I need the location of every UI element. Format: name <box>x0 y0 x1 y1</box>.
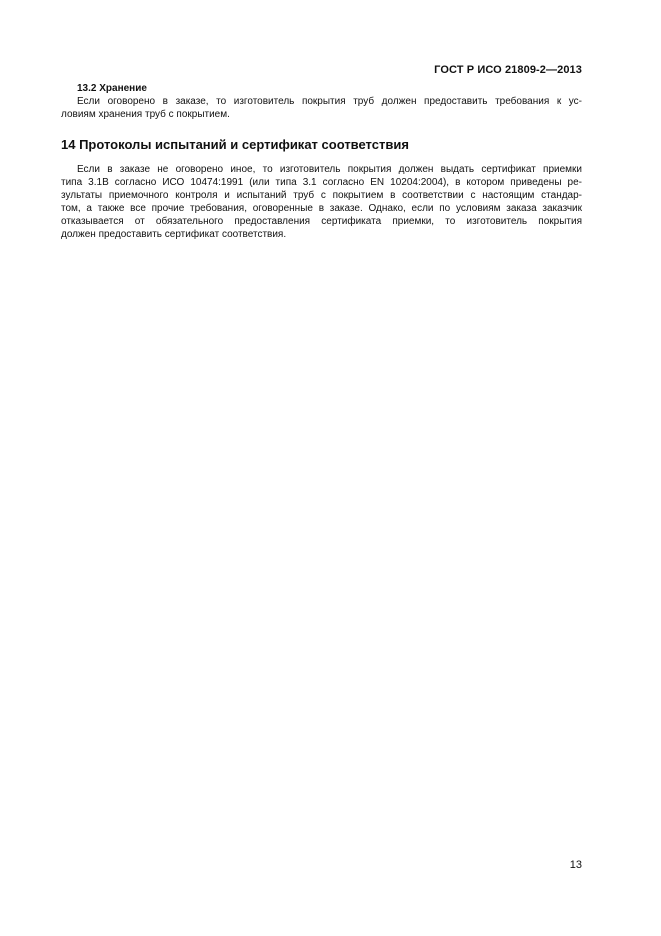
storage-paragraph-line-1: Если оговорено в заказе, то изготовитель покрытия труб должен предоставить требования к ус- <box>77 96 582 107</box>
section-title-test-reports: 14 Протоколы испытаний и сертификат соответствия <box>61 137 409 152</box>
test-reports-paragraph-line-2: типа 3.1B согласно ИСО 10474:1991 (или типа 3.1 согласно EN 10204:2004), в котором приведены ре- <box>61 177 582 188</box>
test-reports-paragraph-line-5: отказывается от обязательного предоставления сертификата приемки, то изготовитель покрытия <box>61 216 582 227</box>
storage-paragraph <box>61 95 582 121</box>
test-reports-paragraph-line-3: зультаты приемочного контроля и испытаний труб с покрытием в соответствии с настоящим стандар- <box>61 190 582 201</box>
test-reports-paragraph <box>61 163 582 241</box>
test-reports-paragraph-line-1: Если в заказе не оговорено иное, то изготовитель покрытия должен выдать сертификат приемки <box>77 164 582 175</box>
page-number: 13 <box>569 859 582 871</box>
test-reports-paragraph-line-6: должен предоставить сертификат соответствия. <box>61 229 287 240</box>
storage-paragraph-line-2: ловиям хранения труб с покрытием. <box>61 109 230 120</box>
page-content <box>61 82 582 241</box>
subsection-title-storage: 13.2 Хранение <box>77 83 147 94</box>
document-code-header: ГОСТ Р ИСО 21809-2—2013 <box>434 64 582 76</box>
test-reports-paragraph-line-4: том, а также все прочие требования, оговоренные в заказе. Однако, если по условиям заказа заказчик <box>61 203 582 214</box>
